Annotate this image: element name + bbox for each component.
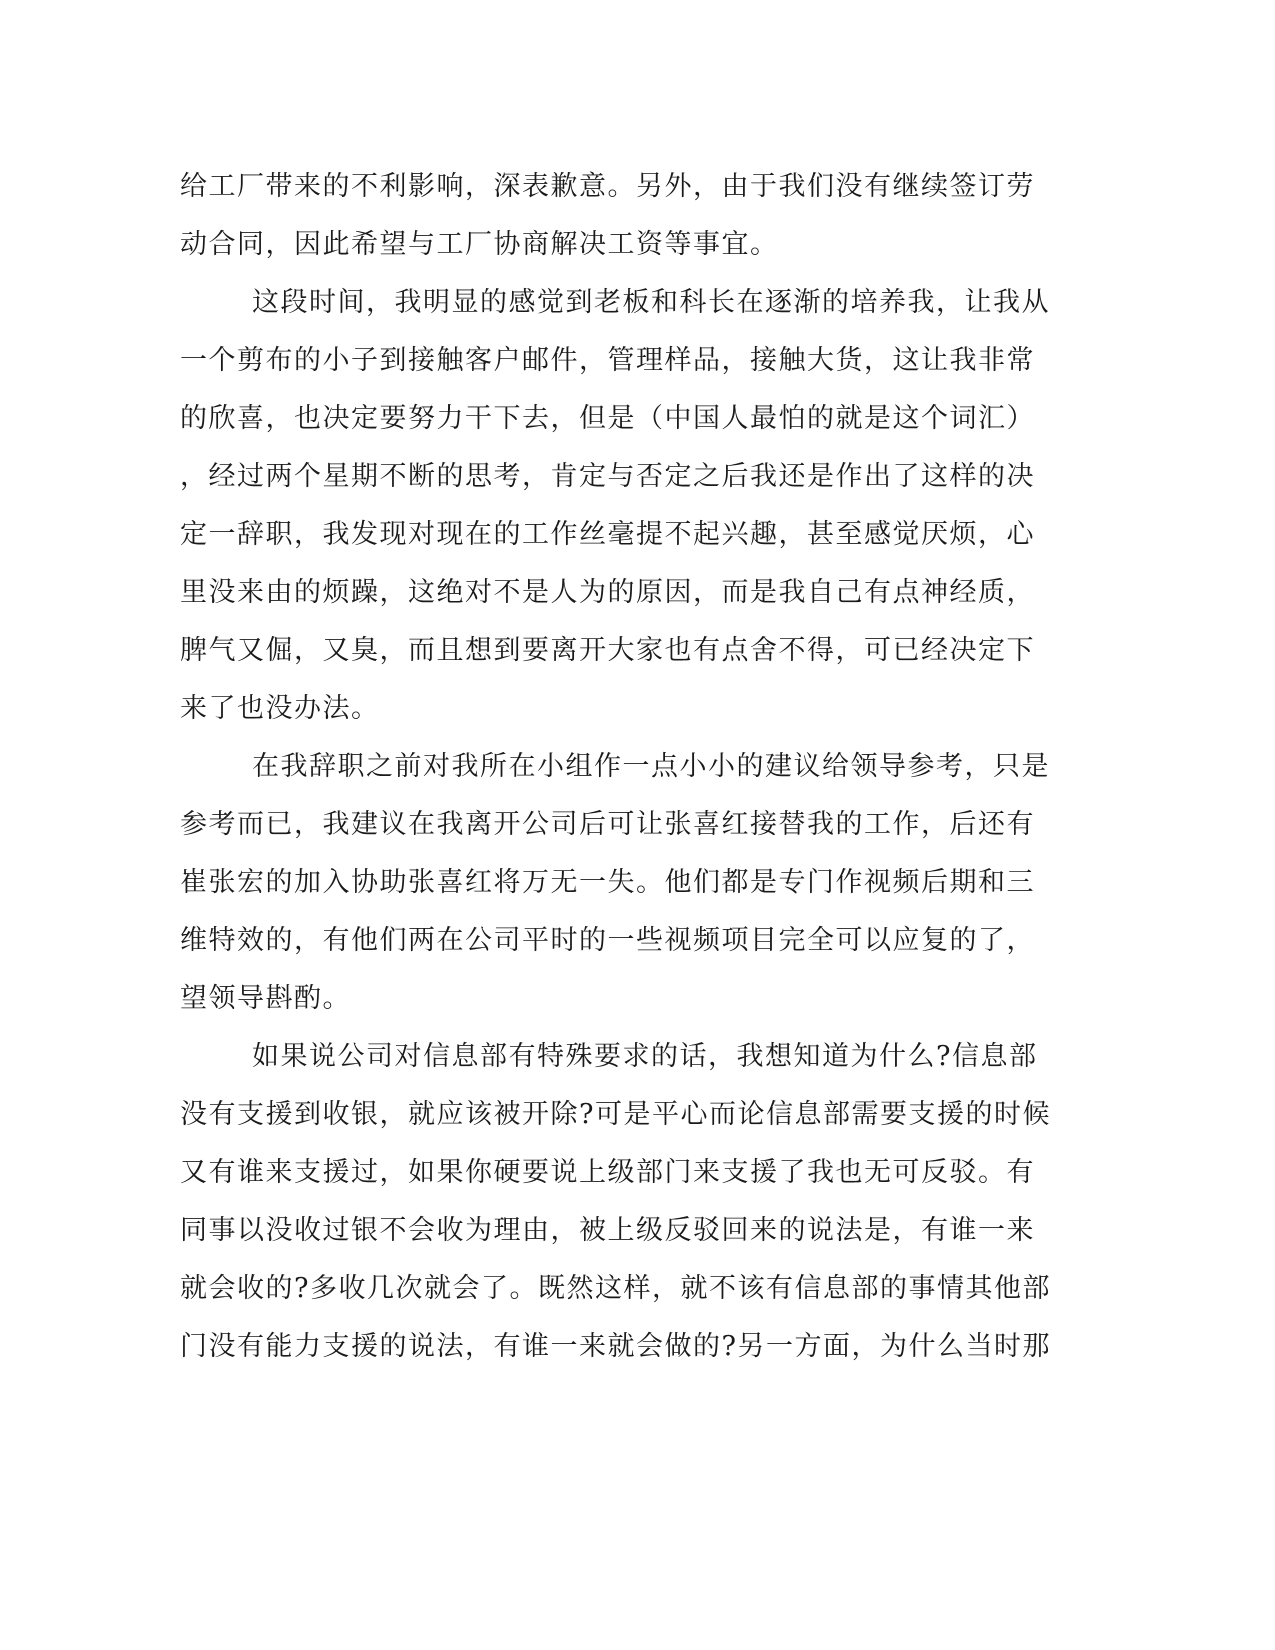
text-line: 在我辞职之前对我所在小组作一点小小的建议给领导参考，只是 [252,751,1050,782]
text-line: ，经过两个星期不断的思考，肯定与否定之后我还是作出了这样的决 [180,461,1035,492]
text-line: 门没有能力支援的说法，有谁一来就会做的?另一方面，为什么当时那 [180,1331,1051,1362]
paragraph-3 [180,738,1080,1028]
text-line: 里没来由的烦躁，这绝对不是人为的原因，而是我自己有点神经质， [180,577,1035,608]
text-line: 望领导斟酌。 [180,983,351,1014]
document-body [180,158,1080,1376]
text-line: 来了也没办法。 [180,693,380,724]
text-line: 参考而已，我建议在我离开公司后可让张喜红接替我的工作，后还有 [180,809,1035,840]
text-line: 同事以没收过银不会收为理由，被上级反驳回来的说法是，有谁一来 [180,1215,1035,1246]
paragraph-1 [180,158,1080,274]
text-line: 又有谁来支援过，如果你硬要说上级部门来支援了我也无可反驳。有 [180,1157,1035,1188]
text-line: 维特效的，有他们两在公司平时的一些视频项目完全可以应复的了， [180,925,1035,956]
text-line: 崔张宏的加入协助张喜红将万无一失。他们都是专门作视频后期和三 [180,867,1035,898]
text-line: 定一辞职，我发现对现在的工作丝毫提不起兴趣，甚至感觉厌烦，心 [180,519,1035,550]
paragraph-4 [180,1028,1080,1376]
text-line: 没有支援到收银，就应该被开除?可是平心而论信息部需要支援的时候 [180,1099,1051,1130]
text-line: 就会收的?多收几次就会了。既然这样，就不该有信息部的事情其他部 [180,1273,1051,1304]
text-line: 动合同，因此希望与工厂协商解决工资等事宜。 [180,229,779,260]
text-line: 脾气又倔，又臭，而且想到要离开大家也有点舍不得，可已经决定下 [180,635,1035,666]
text-line: 如果说公司对信息部有特殊要求的话，我想知道为什么?信息部 [252,1041,1038,1072]
text-line: 一个剪布的小子到接触客户邮件，管理样品，接触大货，这让我非常 [180,345,1035,376]
text-line: 这段时间，我明显的感觉到老板和科长在逐渐的培养我，让我从 [252,287,1050,318]
paragraph-2 [180,274,1080,738]
text-line: 给工厂带来的不利影响，深表歉意。另外，由于我们没有继续签订劳 [180,171,1035,202]
text-line: 的欣喜，也决定要努力干下去，但是（中国人最怕的就是这个词汇） [180,403,1035,434]
